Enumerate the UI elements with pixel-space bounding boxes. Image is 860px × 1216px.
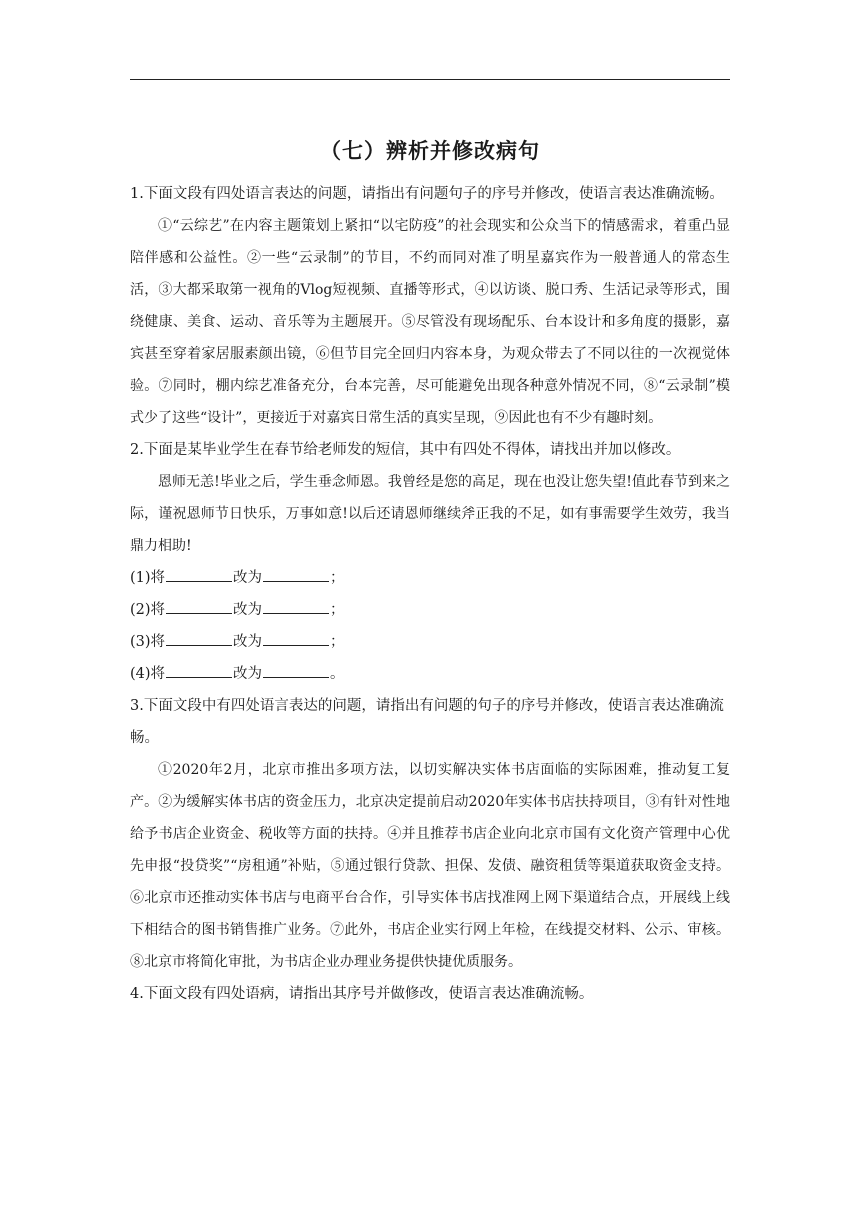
answer-number: (1): [130, 570, 151, 586]
answer-blank-original[interactable]: [166, 565, 232, 582]
answer-line-2: [130, 594, 730, 626]
answer-blank-revised[interactable]: [263, 629, 329, 646]
answer-end-mark: 。: [330, 666, 345, 682]
answer-jiang-label: 将: [150, 666, 166, 682]
answer-jiang-label: 将: [150, 634, 166, 650]
question-1-prompt: 1.下面文段有四处语言表达的问题，请指出有问题句子的序号并修改，使语言表达准确流畅。: [130, 186, 724, 202]
answer-end-mark: ；: [330, 602, 345, 618]
answer-end-mark: ；: [330, 570, 345, 586]
question-1-paragraph: ①“云综艺”在内容主题策划上紧扣“以宅防疫”的社会现实和公众当下的情感需求，着重凸显陪伴感和公益性。②一些“云录制”的节目，不约而同对准了明星嘉宾作为一般普通人的常态生活，③大都采取第一视角的Vlog短视频、直播等形式，④以访谈、脱口秀、生活记录等形式，围绕健康、美食、运动、音乐等为主题展开。⑤尽管没有现场配乐、台本设计和多角度的摄影，嘉宾甚至穿着家居服素颜出镜，⑥但节目完全回归内容本身，为观众带去了不同以往的一次视觉体验。⑦同时，棚内综艺准备充分，台本完善，尽可能避免出现各种意外情况不同，⑧“云录制”模式少了这些“设计”，更接近于对嘉宾日常生活的真实呈现，⑨因此也有不少有趣时刻。: [130, 218, 730, 426]
answer-gaiwei-label: 改为: [233, 602, 263, 618]
answer-line-3: [130, 626, 730, 658]
answer-gaiwei-label: 改为: [233, 634, 263, 650]
answer-jiang-label: 将: [150, 570, 166, 586]
document-content: [130, 134, 730, 1010]
question-2-paragraph: 恩师无恙!毕业之后，学生垂念师恩。我曾经是您的高足，现在也没让您失望!值此春节到来之际，谨祝恩师节日快乐，万事如意!以后还请恩师继续斧正我的不足，如有事需要学生效劳，我当鼎力相助!: [130, 474, 730, 554]
question-3-prompt: 3.下面文段中有四处语言表达的问题，请指出有问题的句子的序号并修改，使语言表达准确流畅。: [130, 698, 724, 746]
answer-blank-revised[interactable]: [263, 565, 329, 582]
answer-blank-original[interactable]: [166, 597, 232, 614]
answer-number: (4): [130, 666, 151, 682]
answer-end-mark: ；: [330, 634, 345, 650]
answer-gaiwei-label: 改为: [233, 570, 263, 586]
answer-gaiwei-label: 改为: [233, 666, 263, 682]
answer-line-4: [130, 658, 730, 690]
answer-blank-revised[interactable]: [263, 661, 329, 678]
answer-number: (3): [130, 634, 151, 650]
question-3-paragraph: ①2020年2月，北京市推出多项方法，以切实解决实体书店面临的实际困难，推动复工复产。②为缓解实体书店的资金压力，北京决定提前启动2020年实体书店扶持项目，③有针对性地给予书店企业资金、税收等方面的扶持。④并且推荐书店企业向北京市国有文化资产管理中心优先申报“投贷奖”“房租通”补贴，⑤通过银行贷款、担保、发债、融资租赁等渠道获取资金支持。⑥北京市还推动实体书店与电商平台合作，引导实体书店找准网上网下渠道结合点，开展线上线下相结合的图书销售推广业务。⑦此外，书店企业实行网上年检，在线提交材料、公示、审核。⑧北京市将简化审批，为书店企业办理业务提供快捷优质服务。: [130, 762, 730, 970]
question-4-prompt: 4.下面文段有四处语病，请指出其序号并做修改，使语言表达准确流畅。: [130, 986, 594, 1002]
answer-jiang-label: 将: [150, 602, 166, 618]
question-2-prompt: 2.下面是某毕业学生在春节给老师发的短信，其中有四处不得体，请找出并加以修改。: [130, 442, 681, 458]
header-rule: [130, 79, 730, 80]
answer-blank-original[interactable]: [166, 661, 232, 678]
answer-blank-revised[interactable]: [263, 597, 329, 614]
answer-number: (2): [130, 602, 151, 618]
answer-blank-original[interactable]: [166, 629, 232, 646]
answer-line-1: [130, 562, 730, 594]
page-title: （七）辨析并修改病句: [320, 139, 540, 163]
